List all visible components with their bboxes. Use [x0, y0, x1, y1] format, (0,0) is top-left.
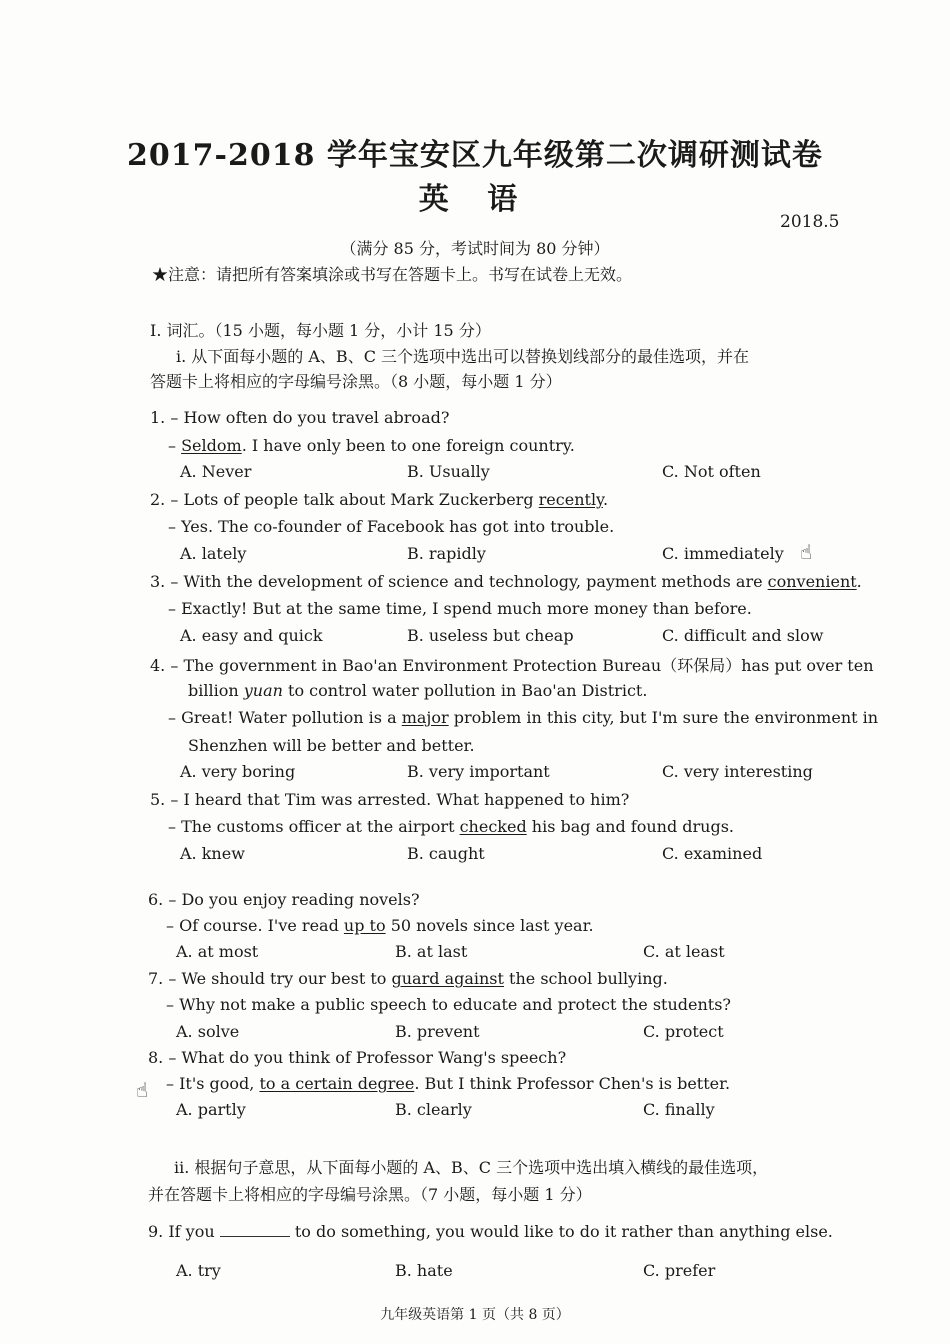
question-5-response: – The customs officer at the airport checked his bag and found drugs.: [168, 817, 735, 836]
exam-title: 2017-2018 学年宝安区九年级第二次调研测试卷: [127, 138, 823, 173]
question-1-option-a: A. Never: [180, 462, 252, 481]
part-ii-instructions-1: ii. 根据句子意思，从下面每小题的 A、B、C 三个选项中选出填入横线的最佳选项，: [174, 1158, 769, 1177]
question-5-option-a: A. knew: [180, 844, 245, 863]
question-1-response: – Seldom. I have only been to one foreign country.: [168, 436, 575, 455]
question-6-option-a: A. at most: [176, 942, 259, 961]
question-6-option-b: B. at last: [395, 942, 468, 961]
question-4-option-c: C. very interesting: [662, 762, 813, 781]
hand-cursor-icon: ☝: [136, 1078, 149, 1102]
question-3-option-a: A. easy and quick: [180, 626, 323, 645]
question-9-option-b: B. hate: [395, 1261, 453, 1280]
question-2-option-b: B. rapidly: [407, 544, 486, 563]
question-5-option-c: C. examined: [662, 844, 763, 863]
question-7-option-a: A. solve: [176, 1022, 240, 1041]
question-4-option-b: B. very important: [407, 762, 550, 781]
exam-notice: ★注意：请把所有答案填涂或书写在答题卡上。书写在试卷上无效。: [152, 265, 633, 284]
question-8-option-a: A. partly: [176, 1100, 246, 1119]
question-1-option-b: B. Usually: [407, 462, 490, 481]
hand-cursor-icon: ☝: [800, 540, 813, 564]
question-9-option-c: C. prefer: [643, 1261, 716, 1280]
question-3-response: – Exactly! But at the same time, I spend much more money than before.: [168, 599, 752, 618]
question-9-prompt: 9. If you to do something, you would like to do it rather than anything else.: [148, 1222, 833, 1241]
question-8-option-c: C. finally: [643, 1100, 715, 1119]
question-6-option-c: C. at least: [643, 942, 725, 961]
part-i-instructions-1: i. 从下面每小题的 A、B、C 三个选项中选出可以替换划线部分的最佳选项，并在: [176, 347, 750, 366]
answer-blank: [220, 1222, 290, 1237]
page-footer: 九年级英语第 1 页（共 8 页）: [380, 1307, 570, 1323]
subject-title: 英 语: [418, 182, 532, 217]
question-3-option-c: C. difficult and slow: [662, 626, 824, 645]
question-4-response-2: Shenzhen will be better and better.: [188, 736, 475, 755]
question-4-prompt-1: 4. – The government in Bao'an Environment Protection Bureau（环保局）has put over ten: [150, 656, 874, 675]
section-heading: I. 词汇。（15 小题，每小题 1 分，小计 15 分）: [150, 321, 491, 340]
question-3-prompt: 3. – With the development of science and technology, payment methods are convenient.: [150, 572, 862, 591]
question-8-option-b: B. clearly: [395, 1100, 472, 1119]
question-5-option-b: B. caught: [407, 844, 485, 863]
question-4-prompt-2: billion yuan to control water pollution in Bao'an District.: [188, 681, 648, 700]
question-6-prompt: 6. – Do you enjoy reading novels?: [148, 890, 420, 909]
part-ii-instructions-2: 并在答题卡上将相应的字母编号涂黑。（7 小题，每小题 1 分）: [148, 1185, 592, 1204]
question-2-option-c: C. immediately: [662, 544, 784, 563]
question-2-response: – Yes. The co-founder of Facebook has got into trouble.: [168, 517, 615, 536]
question-2-option-a: A. lately: [180, 544, 247, 563]
question-3-option-b: B. useless but cheap: [407, 626, 574, 645]
question-8-prompt: 8. – What do you think of Professor Wang's speech?: [148, 1048, 567, 1067]
exam-date: 2018.5: [780, 212, 840, 232]
question-8-response: – It's good, to a certain degree. But I think Professor Chen's is better.: [166, 1074, 731, 1093]
question-7-response: – Why not make a public speech to educate and protect the students?: [166, 995, 731, 1014]
question-4-response-1: – Great! Water pollution is a major problem in this city, but I'm sure the environment in: [168, 708, 879, 727]
exam-meta: （满分 85 分，考试时间为 80 分钟）: [340, 239, 610, 258]
question-1-prompt: 1. – How often do you travel abroad?: [150, 408, 450, 427]
question-7-option-c: C. protect: [643, 1022, 724, 1041]
part-i-instructions-2: 答题卡上将相应的字母编号涂黑。（8 小题，每小题 1 分）: [150, 372, 562, 391]
question-7-prompt: 7. – We should try our best to guard against the school bullying.: [148, 969, 668, 988]
question-2-prompt: 2. – Lots of people talk about Mark Zuckerberg recently.: [150, 490, 609, 509]
question-1-option-c: C. Not often: [662, 462, 761, 481]
question-7-option-b: B. prevent: [395, 1022, 480, 1041]
question-6-response: – Of course. I've read up to 50 novels since last year.: [166, 916, 594, 935]
question-4-option-a: A. very boring: [180, 762, 296, 781]
question-9-option-a: A. try: [176, 1261, 221, 1280]
question-5-prompt: 5. – I heard that Tim was arrested. What happened to him?: [150, 790, 630, 809]
